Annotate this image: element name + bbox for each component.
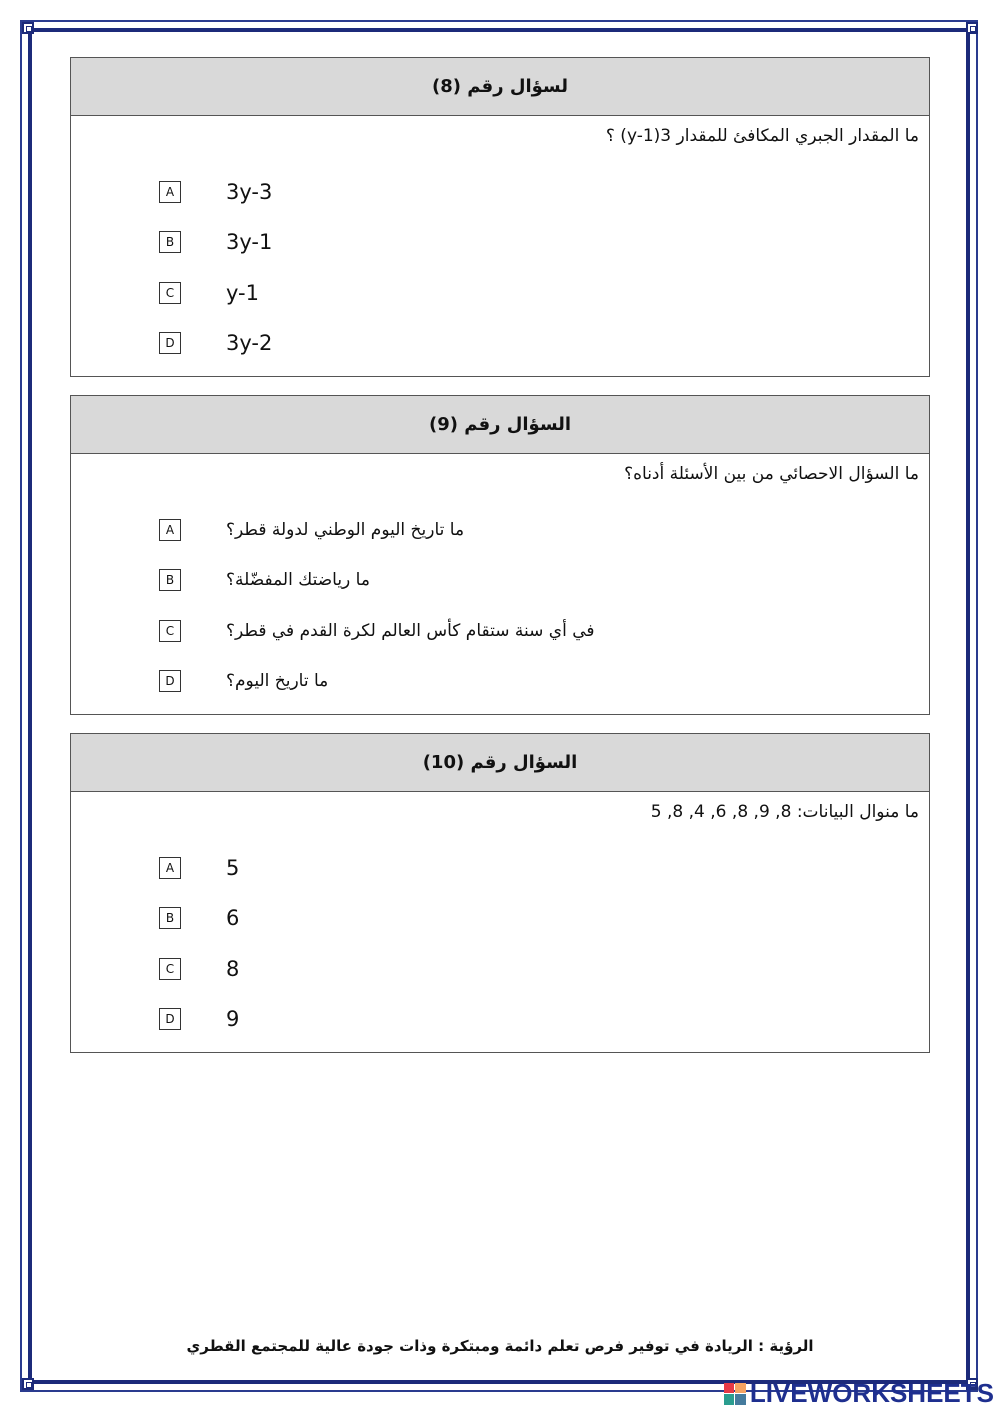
question-9-text: ما السؤال الاحصائي من بين الأسئلة أدناه؟ [624,464,919,484]
brand-text: LIVEWORKSHEETS [749,1378,994,1408]
question-10-option-d[interactable] [159,1006,240,1032]
option-text: 3y-1 [226,230,273,254]
liveworksheets-logo-icon [724,1383,746,1405]
question-9-option-c[interactable] [159,618,595,644]
question-8-header: لسؤال رقم (8) [71,58,929,116]
question-8-option-a[interactable] [159,179,273,205]
option-letter-box[interactable]: C [159,282,181,304]
question-9-header: السؤال رقم (9) [71,396,929,454]
option-text: 6 [226,906,240,930]
option-letter-box[interactable]: A [159,181,181,203]
option-text: 5 [226,856,240,880]
question-10-option-c[interactable] [159,956,240,982]
question-8-option-b[interactable] [159,229,273,255]
option-letter-box[interactable]: B [159,569,181,591]
frame-corner-ornament [22,22,34,34]
vision-footer: الرؤية : الريادة في توفير فرص تعلم دائمة ومبتكرة وذات جودة عالية للمجتمع القطري [186,1337,814,1355]
option-text: ما تاريخ اليوم الوطني لدولة قطر؟ [226,520,465,540]
option-text: في أي سنة ستقام كأس العالم لكرة القدم في قطر؟ [226,621,595,641]
option-letter-box[interactable]: B [159,907,181,929]
frame-corner-ornament [966,22,978,34]
option-letter-box[interactable]: D [159,332,181,354]
question-10-box [70,733,930,1053]
question-10-header: السؤال رقم (10) [71,734,929,792]
option-text: 8 [226,957,240,981]
option-text: 9 [226,1007,240,1031]
option-letter-box[interactable]: A [159,519,181,541]
question-9-box [70,395,930,715]
option-letter-box[interactable]: B [159,231,181,253]
option-text: ما رياضتك المفضّلة؟ [226,570,370,590]
frame-corner-ornament [22,1378,34,1390]
question-8-text: ما المقدار الجبري المكافئ للمقدار 3(y-1) ؟ [605,126,919,146]
question-8-option-d[interactable] [159,330,273,356]
option-text: ما تاريخ اليوم؟ [226,671,329,691]
liveworksheets-brand[interactable] [724,1378,994,1409]
question-8-box [70,57,930,377]
option-letter-box[interactable]: D [159,1008,181,1030]
question-9-option-d[interactable] [159,668,329,694]
option-letter-box[interactable]: A [159,857,181,879]
option-letter-box[interactable]: D [159,670,181,692]
question-10-option-b[interactable] [159,905,240,931]
question-9-option-a[interactable] [159,517,465,543]
option-text: y-1 [226,281,259,305]
question-8-option-c[interactable] [159,280,259,306]
option-letter-box[interactable]: C [159,620,181,642]
option-letter-box[interactable]: C [159,958,181,980]
option-text: 3y-3 [226,180,273,204]
option-text: 3y-2 [226,331,273,355]
question-9-option-b[interactable] [159,567,370,593]
question-10-text: ما منوال البيانات: 8, 9, 8, 6, 4, 8, 5 [650,802,919,822]
question-10-option-a[interactable] [159,855,240,881]
